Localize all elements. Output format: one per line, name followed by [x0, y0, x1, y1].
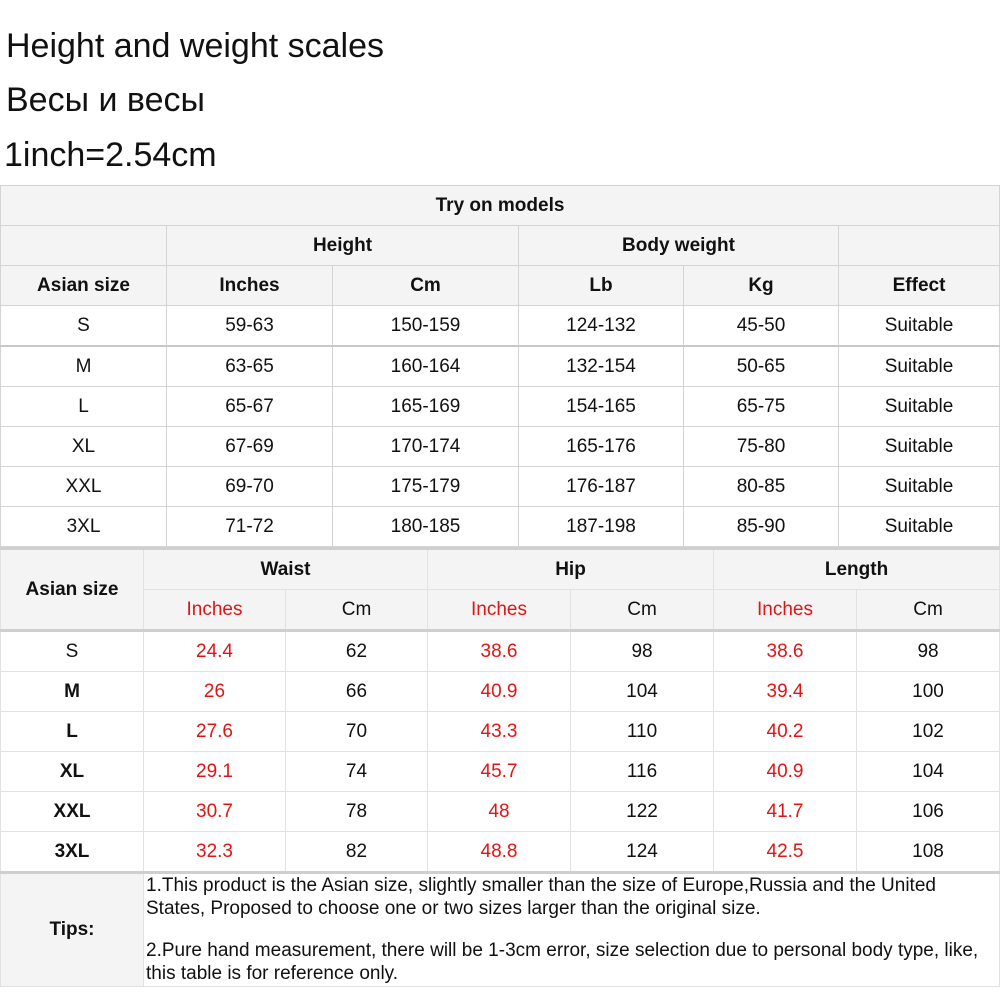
- table-cell: 160-164: [333, 346, 519, 387]
- measurements-table: [0, 547, 1000, 987]
- height-group-header: Height: [167, 226, 519, 266]
- size-cell: L: [1, 712, 144, 752]
- table-row: [1, 306, 1000, 347]
- column-header: Effect: [839, 266, 1000, 306]
- table-cell: 180-185: [333, 507, 519, 547]
- table-cell: 106: [857, 792, 1000, 832]
- table-cell: 110: [571, 712, 714, 752]
- table-cell: Suitable: [839, 387, 1000, 427]
- table-cell: 65-67: [167, 387, 333, 427]
- table-cell: Suitable: [839, 346, 1000, 387]
- table-cell: 71-72: [167, 507, 333, 547]
- tip-1: 1.This product is the Asian size, slightly smaller than the size of Europe,Russia and the United States, Proposed to choose one or two sizes larger than the original size.: [146, 875, 936, 919]
- table-row: [1, 712, 1000, 752]
- table-cell: 24.4: [144, 631, 286, 672]
- table-cell: 62: [286, 631, 428, 672]
- size-cell: S: [1, 631, 144, 672]
- table-row: [1, 631, 1000, 672]
- size-cell: XXL: [1, 792, 144, 832]
- page-subtitle-russian: Весы и весы: [6, 81, 205, 119]
- tips-content: [144, 873, 1000, 987]
- table-cell: 69-70: [167, 467, 333, 507]
- waist-group-header: Waist: [144, 549, 428, 590]
- table-row: [1, 832, 1000, 873]
- table-cell: 3XL: [1, 507, 167, 547]
- column-header: Asian size: [1, 266, 167, 306]
- table-cell: 45.7: [428, 752, 571, 792]
- subheader-cm: Cm: [571, 590, 714, 631]
- asian-size-header: Asian size: [1, 549, 144, 631]
- column-header: Cm: [333, 266, 519, 306]
- table-cell: 29.1: [144, 752, 286, 792]
- table-cell: 108: [857, 832, 1000, 873]
- table-cell: 104: [571, 672, 714, 712]
- table-cell: 40.9: [428, 672, 571, 712]
- table-cell: 170-174: [333, 427, 519, 467]
- table-cell: Suitable: [839, 306, 1000, 347]
- tips-label: Tips:: [1, 873, 144, 987]
- table-cell: 65-75: [684, 387, 839, 427]
- table-cell: 154-165: [519, 387, 684, 427]
- table-cell: 98: [571, 631, 714, 672]
- table-row: [1, 752, 1000, 792]
- table-cell: 66: [286, 672, 428, 712]
- table-cell: 43.3: [428, 712, 571, 752]
- table-cell: 165-169: [333, 387, 519, 427]
- table-row: [1, 427, 1000, 467]
- table-cell: 85-90: [684, 507, 839, 547]
- table-cell: 124-132: [519, 306, 684, 347]
- subheader-cm: Cm: [286, 590, 428, 631]
- length-group-header: Length: [714, 549, 1000, 590]
- table-cell: 40.9: [714, 752, 857, 792]
- table-cell: 26: [144, 672, 286, 712]
- table-cell: Suitable: [839, 427, 1000, 467]
- table-cell: 150-159: [333, 306, 519, 347]
- table-cell: 50-65: [684, 346, 839, 387]
- table-cell: 59-63: [167, 306, 333, 347]
- page-title: Height and weight scales: [6, 27, 385, 65]
- table-cell: M: [1, 346, 167, 387]
- table-cell: L: [1, 387, 167, 427]
- table-cell: 70: [286, 712, 428, 752]
- tip-2: 2.Pure hand measurement, there will be 1-3cm error, size selection due to personal body type, like, this table is for reference only.: [146, 940, 979, 984]
- hip-group-header: Hip: [428, 549, 714, 590]
- table-cell: 38.6: [428, 631, 571, 672]
- table-cell: 78: [286, 792, 428, 832]
- column-header: Inches: [167, 266, 333, 306]
- table-cell: 187-198: [519, 507, 684, 547]
- try-on-models-table: [0, 185, 1000, 547]
- table-cell: 80-85: [684, 467, 839, 507]
- table-row: [1, 346, 1000, 387]
- table-cell: 48: [428, 792, 571, 832]
- unit-conversion-note: 1inch=2.54cm: [4, 136, 217, 174]
- table-cell: 48.8: [428, 832, 571, 873]
- table-cell: 67-69: [167, 427, 333, 467]
- table-cell: 102: [857, 712, 1000, 752]
- empty-header-cell: [1, 226, 167, 266]
- table-cell: 63-65: [167, 346, 333, 387]
- table-cell: 98: [857, 631, 1000, 672]
- table-row: [1, 387, 1000, 427]
- table-cell: 40.2: [714, 712, 857, 752]
- table-row: [1, 792, 1000, 832]
- column-header: Lb: [519, 266, 684, 306]
- table-cell: 175-179: [333, 467, 519, 507]
- table-row: [1, 507, 1000, 547]
- table-cell: XL: [1, 427, 167, 467]
- measurements-table-body: [1, 631, 1000, 873]
- table-cell: Suitable: [839, 507, 1000, 547]
- table-cell: 32.3: [144, 832, 286, 873]
- subheader-inches: Inches: [144, 590, 286, 631]
- table-cell: 39.4: [714, 672, 857, 712]
- table-cell: S: [1, 306, 167, 347]
- table-cell: 45-50: [684, 306, 839, 347]
- table-cell: 122: [571, 792, 714, 832]
- table-cell: 132-154: [519, 346, 684, 387]
- table-cell: 75-80: [684, 427, 839, 467]
- body-weight-group-header: Body weight: [519, 226, 839, 266]
- table-cell: 165-176: [519, 427, 684, 467]
- column-header: Kg: [684, 266, 839, 306]
- table-row: [1, 467, 1000, 507]
- table-cell: 27.6: [144, 712, 286, 752]
- table-cell: XXL: [1, 467, 167, 507]
- size-cell: M: [1, 672, 144, 712]
- size-cell: XL: [1, 752, 144, 792]
- subheader-inches: Inches: [714, 590, 857, 631]
- table-cell: 30.7: [144, 792, 286, 832]
- table-cell: 41.7: [714, 792, 857, 832]
- table-title: Try on models: [1, 186, 1000, 226]
- size-cell: 3XL: [1, 832, 144, 873]
- empty-header-cell: [839, 226, 1000, 266]
- models-table-body: [1, 306, 1000, 547]
- table-cell: 38.6: [714, 631, 857, 672]
- table-cell: 176-187: [519, 467, 684, 507]
- table-cell: Suitable: [839, 467, 1000, 507]
- table-cell: 104: [857, 752, 1000, 792]
- table-cell: 124: [571, 832, 714, 873]
- table-row: [1, 672, 1000, 712]
- table-cell: 74: [286, 752, 428, 792]
- subheader-inches: Inches: [428, 590, 571, 631]
- subheader-cm: Cm: [857, 590, 1000, 631]
- table-cell: 42.5: [714, 832, 857, 873]
- table-cell: 100: [857, 672, 1000, 712]
- table-cell: 82: [286, 832, 428, 873]
- table-cell: 116: [571, 752, 714, 792]
